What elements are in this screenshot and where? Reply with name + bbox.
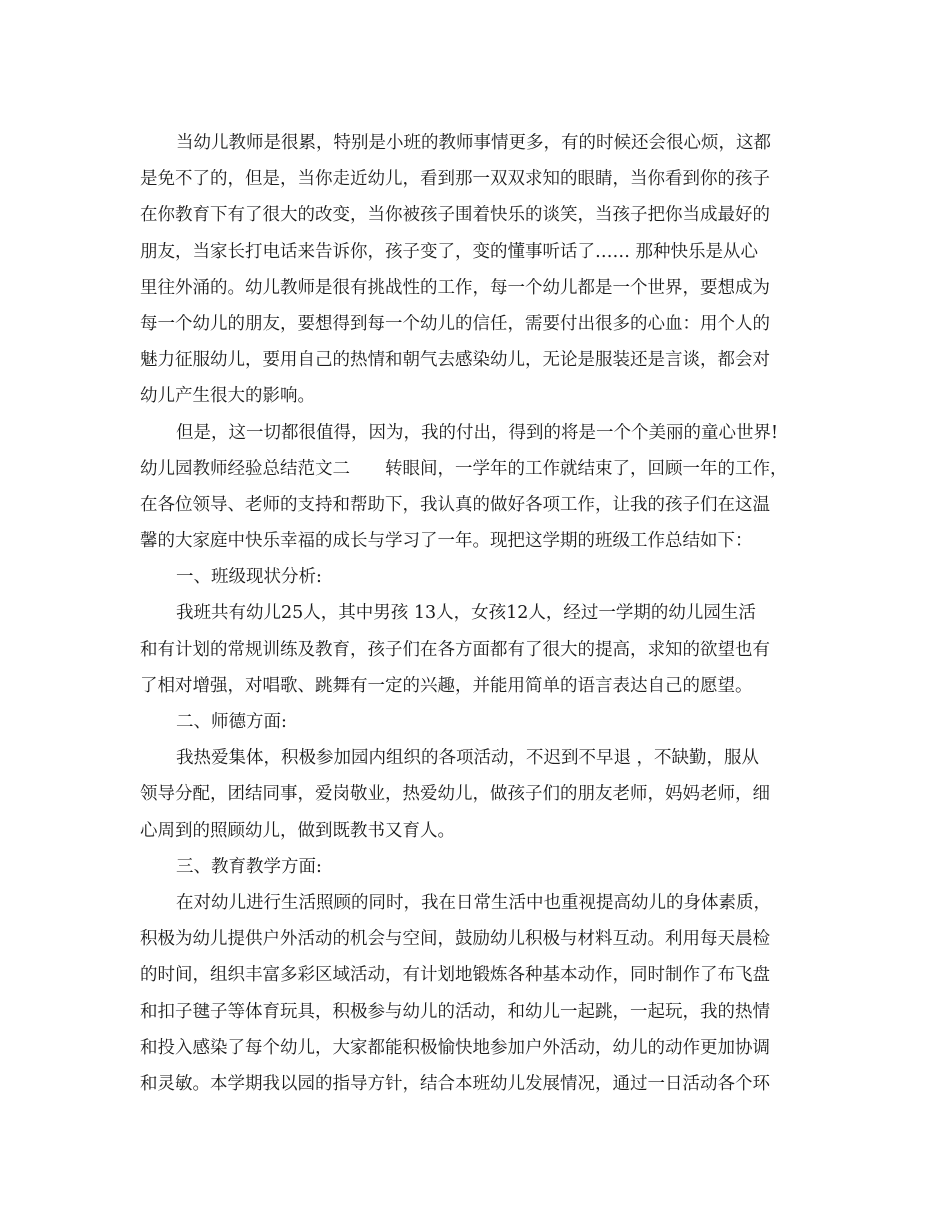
text-line: 和灵敏。本学期我以园的指导方针，结合本班幼儿发展情况，通过一日活动各个环: [140, 1073, 770, 1094]
text-line: 里往外涌的。幼儿教师是很有挑战性的工作，每一个幼儿都是一个世界，要想成为: [140, 277, 770, 298]
text-line: 当幼儿教师是很累，特别是小班的教师事情更多，有的时候还会很心烦，这都: [176, 133, 771, 153]
text-line: 领导分配，团结同事，爱岗敬业，热爱幼儿，做孩子们的朋友老师，妈妈老师，细: [140, 784, 770, 805]
text-line: 我班共有幼儿25人，其中男孩 13人，女孩12人，经过一学期的幼儿园生活: [176, 603, 756, 624]
text-line: 二、师德方面:: [176, 712, 287, 732]
text-line: 幼儿园教师经验总结范文二 转眼间，一学年的工作就结束了，回顾一年的工作，: [140, 458, 788, 479]
text-line: 和投入感染了每个幼儿，大家都能积极愉快地参加户外活动，幼儿的动作更加协调: [140, 1037, 770, 1058]
text-line: 了相对增强，对唱歌、跳舞有一定的兴趣，并能用简单的语言表达自己的愿望。: [140, 675, 753, 696]
text-line: 在各位领导、老师的支持和帮助下，我认真的做好各项工作，让我的孩子们在这温: [140, 494, 770, 515]
text-line: 心周到的照顾幼儿，做到既教书又育人。: [140, 820, 455, 841]
text-line: 在你教育下有了很大的改变，当你被孩子围着快乐的谈笑，当孩子把你当成最好的: [140, 205, 770, 226]
text-line: 的时间，组织丰富多彩区域活动，有计划地锻炼各种基本动作，同时制作了布飞盘: [140, 965, 770, 986]
text-line: 我热爱集体，积极参加园内组织的各项活动，不迟到不早退 ，不缺勤，服从: [176, 748, 760, 769]
text-line: 魅力征服幼儿，要用自己的热情和朝气去感染幼儿，无论是服装还是言谈，都会对: [140, 350, 770, 371]
text-line: 在对幼儿进行生活照顾的同时，我在日常生活中也重视提高幼儿的身体素质，: [176, 892, 771, 913]
text-line: 但是，这一切都很值得，因为，我的付出，得到的将是一个个美丽的童心世界!: [176, 422, 779, 443]
text-line: 和有计划的常规训练及教育，孩子们在各方面都有了很大的提高，求知的欲望也有: [140, 639, 770, 660]
text-line: 三、教育教学方面:: [176, 856, 322, 877]
text-line: 每一个幼儿的朋友，要想得到每一个幼儿的信任，需要付出很多的心血：用个人的: [140, 313, 770, 334]
text-line: 积极为幼儿提供户外活动的机会与空间，鼓励幼儿积极与材料互动。利用每天晨检: [140, 929, 770, 950]
text-line: 和扣子毽子等体育玩具，积极参与幼儿的活动，和幼儿一起跳，一起玩，我的热情: [140, 1001, 770, 1022]
text-line: 是免不了的，但是，当你走近幼儿，看到那一双双求知的眼睛，当你看到你的孩子: [140, 169, 770, 190]
text-line: 幼儿产生很大的影响。: [140, 386, 315, 407]
text-line: 一、班级现状分析:: [176, 567, 322, 588]
text-line: 馨的大家庭中快乐幸福的成长与学习了一年。现把这学期的班级工作总结如下：: [140, 531, 753, 552]
text-line: 朋友，当家长打电话来告诉你，孩子变了，变的懂事听话了…… 那种快乐是从心: [140, 241, 759, 262]
document-body: [140, 125, 820, 1102]
